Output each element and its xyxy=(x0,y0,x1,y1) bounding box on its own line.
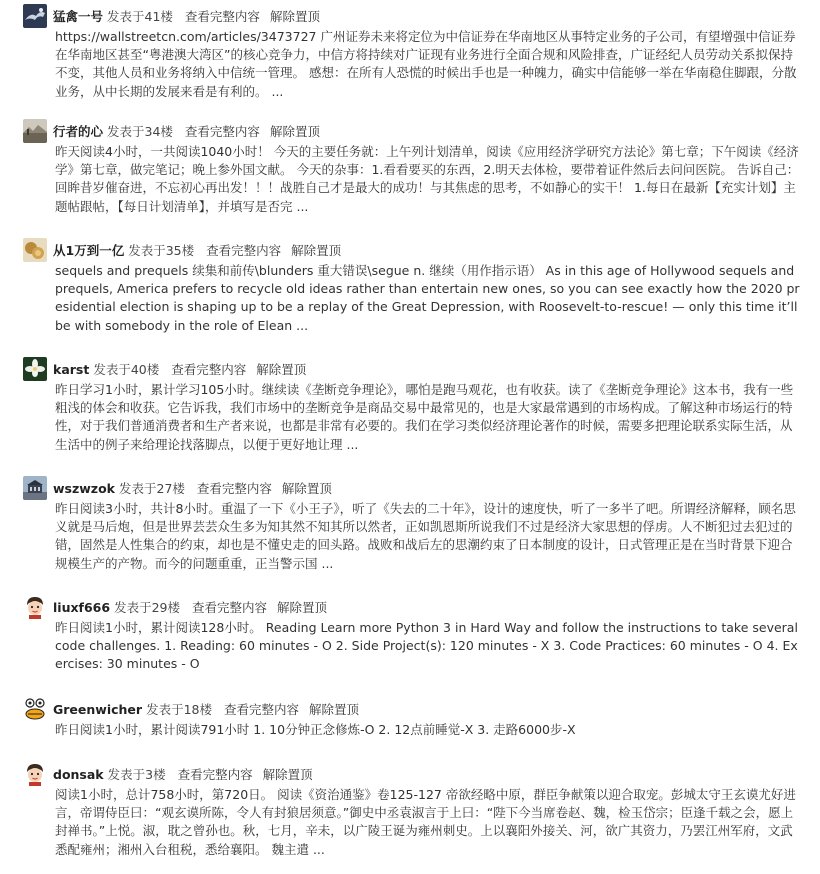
post-body: 昨天阅读4小时，一共阅读1040小时！ 今天的主要任务就：上午列计划清单，阅读《应用经济学研究方法论》第七章；下午阅读《经济学》第七章，做完笔记；晚上参外国文献。 今天的杂事：1.看看要买的东西，2.明天去体检，要带着证件然后去问问医院。 告诉自己：回眸昔岁催奋进，不忘初心再出发！！！战胜自己才是最大的成功！与其焦虑的思考，不如静心的实干！ 1.每日在最新【充实计划】主题帖跟帖，【每日计划清单】，并填写是否完 ... xyxy=(55,144,800,214)
post-username[interactable]: donsak xyxy=(53,766,104,782)
post-body: 昨日阅读1小时，累计阅读128小时。 Reading Learn more Python 3 in Hard Way and follow the instructions to take several code challenges. 1. Reading: 60 minutes - O 2. Side Project(s): 120 minutes - X 3. Code Practices: 60 minutes - O 4. Exercises: 30 minutes - O xyxy=(55,620,798,672)
post-floor: 发表于29楼 xyxy=(114,600,180,615)
post-body: 昨日阅读1小时，累计阅读791小时 1. 10分钟正念修炼-O 2. 12点前睡觉-X 3. 走路6000步-X xyxy=(55,722,576,737)
flower-avatar-icon[interactable] xyxy=(23,357,47,381)
post-floor: 发表于40楼 xyxy=(93,362,160,377)
post-header xyxy=(23,697,369,721)
post-header xyxy=(23,119,330,143)
view-full-link[interactable]: 查看完整内容 xyxy=(184,9,260,24)
view-full-link[interactable]: 查看完整内容 xyxy=(184,124,260,139)
coins-avatar-icon[interactable] xyxy=(23,238,47,262)
post-floor: 发表于41楼 xyxy=(107,9,173,24)
emoji-face-avatar-icon[interactable] xyxy=(23,697,47,721)
post-body: 阅读1小时，总计758小时，第720日。 阅读《资治通鉴》卷125-127 帝欲经略中原，群臣争献策以迎合取宠。彭城太守王玄谟尤好进言，帝谓侍臣曰：“观玄谟所陈，令人有封狼居须意。”御史中丞袁淑言于上曰：“陛下今当席卷赵、魏，检玉岱宗；臣逢千载之会，愿上封禅书。”上悦。淑，耽之曾孙也。秋，七月，辛未，以广陵王诞为雍州刺史。上以襄阳外接关、河，欲广其资力，乃罢江州军府，文武悉配雍州；湘州入台租税，悉给襄阳。 魏主遣 ... xyxy=(55,787,796,857)
view-full-link[interactable]: 查看完整内容 xyxy=(196,481,272,496)
unpin-link[interactable]: 解除置顶 xyxy=(281,481,332,496)
cartoon-boy-avatar-icon[interactable] xyxy=(23,762,47,786)
post-username[interactable]: 猛禽一号 xyxy=(53,9,104,24)
post-username[interactable]: 行者的心 xyxy=(53,124,104,139)
bird-avatar-icon[interactable] xyxy=(23,4,47,28)
post-header xyxy=(23,238,351,262)
view-full-link[interactable]: 查看完整内容 xyxy=(177,767,253,782)
view-full-link[interactable]: 查看完整内容 xyxy=(206,243,282,258)
post-header xyxy=(23,762,323,786)
post-username[interactable]: wszwzok xyxy=(53,480,115,496)
post-header xyxy=(23,595,337,619)
post-header xyxy=(23,4,330,28)
unpin-link[interactable]: 解除置顶 xyxy=(269,9,320,24)
post-floor: 发表于35楼 xyxy=(128,243,195,258)
post-body: 昨日阅读3小时，共计8小时。重温了一下《小王子》，听了《失去的二十年》，设计的速度快，听了一多半了吧。所谓经济解释，顾名思义就是马后炮，但是世界芸芸众生多为知其然不知其所以然者，正如凯恩斯所说我们不过是经济大家思想的俘虏。人不断犯过去犯过的错，固然是人性集合的约束，却也是不懂史走的回头路。战败和战后左的思潮约束了日本制度的设计，日式管理正是在当时背景下迎合规模生产的产物。而今的问题重重，正当警示国 ... xyxy=(55,501,796,571)
unpin-link[interactable]: 解除置顶 xyxy=(291,243,342,258)
post-header xyxy=(23,476,342,500)
post-body: 昨日学习1小时，累计学习105小时。继续读《垄断竞争理论》，哪怕是跑马观花，也有收获。读了《垄断竞争理论》这本书，我有一些粗浅的体会和收获。它告诉我，我们市场中的垄断竞争是商品交易中最常见的，也是大家最常遇到的市场构成。了解这种市场运行的特性，对于我们普通消费者和生产者来说，也都是非常有必要的。我们在学习类似经济理论著作的时候，需要多把理论联系实际生活，从生活中的例子来给理论找落脚点，以便于更好地让理 ... xyxy=(55,382,794,452)
post-floor: 发表于3楼 xyxy=(107,767,166,782)
post-username[interactable]: liuxf666 xyxy=(53,599,111,615)
cartoon-boy-avatar-icon[interactable] xyxy=(23,595,47,619)
unpin-link[interactable]: 解除置顶 xyxy=(269,124,320,139)
post-username[interactable]: Greenwicher xyxy=(53,701,143,717)
unpin-link[interactable]: 解除置顶 xyxy=(256,362,307,377)
post-floor: 发表于34楼 xyxy=(107,124,173,139)
post-body: sequels and prequels 续集和前传\blunders 重大错误\segue n. 继续（用作指示语） As in this age of Hollywood sequels and prequels, America prefers to recycle old ideas rather than entertain new ones, so you can see exactly how the 2020 presidential election is shaping up to be a replay of the Great Depression, with Roosevelt-to-rescue! — only this time it’ll be with somebody in the role of Elean ... xyxy=(55,263,800,333)
post-body: https://wallstreetcn.com/articles/3473727 广州证券未来将定位为中信证券在华南地区从事特定业务的子公司，有望增强中信证券在华南地区甚至“粤港澳大湾区”的核心竞争力，中信方将持续对广证现有业务进行全面合规和风险排查，广证经纪人员劳动关系拟保持不变，其他人员和业务将纳入中信统一管理。 感想：在所有人恐慌的时候出手也是一种魄力，确实中信能够一举在华南稳住脚跟，分散业务，从中长期的发展来看是有利的。 ... xyxy=(55,29,797,99)
view-full-link[interactable]: 查看完整内容 xyxy=(191,600,267,615)
post-header xyxy=(23,357,316,381)
unpin-link[interactable]: 解除置顶 xyxy=(308,702,359,717)
unpin-link[interactable]: 解除置顶 xyxy=(276,600,327,615)
view-full-link[interactable]: 查看完整内容 xyxy=(171,362,247,377)
view-full-link[interactable]: 查看完整内容 xyxy=(223,702,299,717)
post-floor: 发表于27楼 xyxy=(119,481,185,496)
post-floor: 发表于18楼 xyxy=(146,702,212,717)
unpin-link[interactable]: 解除置顶 xyxy=(262,767,313,782)
building-avatar-icon[interactable] xyxy=(23,476,47,500)
landscape-avatar-icon[interactable] xyxy=(23,119,47,143)
post-username[interactable]: 从1万到一亿 xyxy=(53,243,125,258)
post-username[interactable]: karst xyxy=(53,361,90,377)
